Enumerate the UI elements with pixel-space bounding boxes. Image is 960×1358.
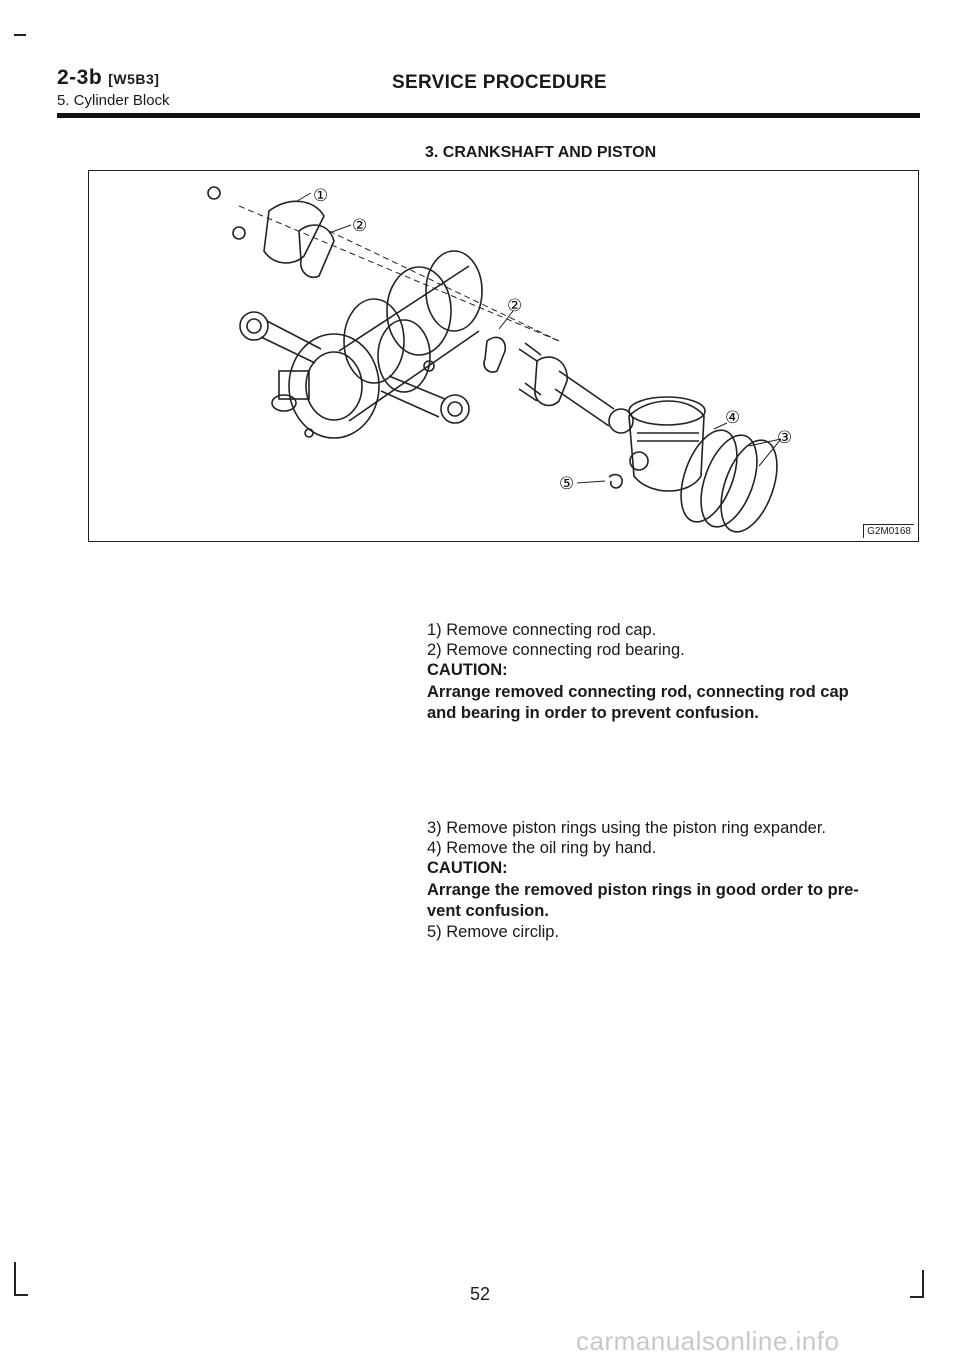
scan-corner-mark-top xyxy=(14,34,26,36)
callout-2b: ② xyxy=(507,296,523,316)
connecting-rod-cap xyxy=(264,201,324,263)
callout-3: ③ xyxy=(777,428,793,448)
caution-text-1a: Arrange removed connecting rod, connecting rod cap xyxy=(427,683,849,701)
caution-text-2a: Arrange the removed piston rings in good order to pre- xyxy=(427,881,859,899)
rod-bearing-upper xyxy=(299,225,334,277)
crankshaft xyxy=(272,251,482,438)
cap-nut-1 xyxy=(208,187,220,199)
step-5: 5) Remove circlip. xyxy=(427,923,560,941)
section-code-tag: [W5B3] xyxy=(108,71,160,87)
step-1: 1) Remove connecting rod cap. xyxy=(427,621,657,639)
page-number: 52 xyxy=(469,1284,491,1304)
callout-4: ④ xyxy=(725,408,741,428)
caution-label-2: CAUTION: xyxy=(427,859,508,877)
crankshaft-piston-figure xyxy=(88,170,919,542)
piston xyxy=(629,397,705,491)
rod-bolt-1 xyxy=(519,343,541,361)
figure-code: G2M0168 xyxy=(863,524,914,538)
section-code xyxy=(57,66,159,90)
connecting-rod-right xyxy=(535,357,633,433)
callout-1: ① xyxy=(313,186,329,206)
rod-bearing-lower xyxy=(484,337,505,372)
step-3: 3) Remove piston rings using the piston ring expander. xyxy=(427,819,826,837)
caution-label-1: CAUTION: xyxy=(427,661,508,679)
header-divider xyxy=(57,113,920,118)
circlip xyxy=(609,475,622,488)
cap-nut-2 xyxy=(233,227,245,239)
subsection-label: 5. Cylinder Block xyxy=(57,92,170,109)
connecting-rod-lower xyxy=(381,376,469,423)
leader-2a xyxy=(329,225,351,233)
rod-bolt-2 xyxy=(519,383,541,401)
caution-text-2b: vent confusion. xyxy=(427,902,549,920)
callout-5: ⑤ xyxy=(559,474,575,494)
caution-text-1b: and bearing in order to prevent confusion. xyxy=(427,704,759,722)
section-title: 3. CRANKSHAFT AND PISTON xyxy=(425,144,657,161)
leader-5 xyxy=(577,481,605,483)
piston-rings xyxy=(670,423,788,540)
page-title: SERVICE PROCEDURE xyxy=(392,72,607,93)
callout-2a: ② xyxy=(352,216,368,236)
step-4: 4) Remove the oil ring by hand. xyxy=(427,839,657,857)
leader-1 xyxy=(297,193,311,201)
exploded-view-illustration xyxy=(89,171,920,543)
connecting-rod-left xyxy=(240,312,321,363)
section-code-number: 2-3b xyxy=(57,66,103,89)
step-2: 2) Remove connecting rod bearing. xyxy=(427,641,685,659)
watermark: carmanualsonline.info xyxy=(576,1326,840,1356)
assembly-line-2 xyxy=(329,231,559,341)
